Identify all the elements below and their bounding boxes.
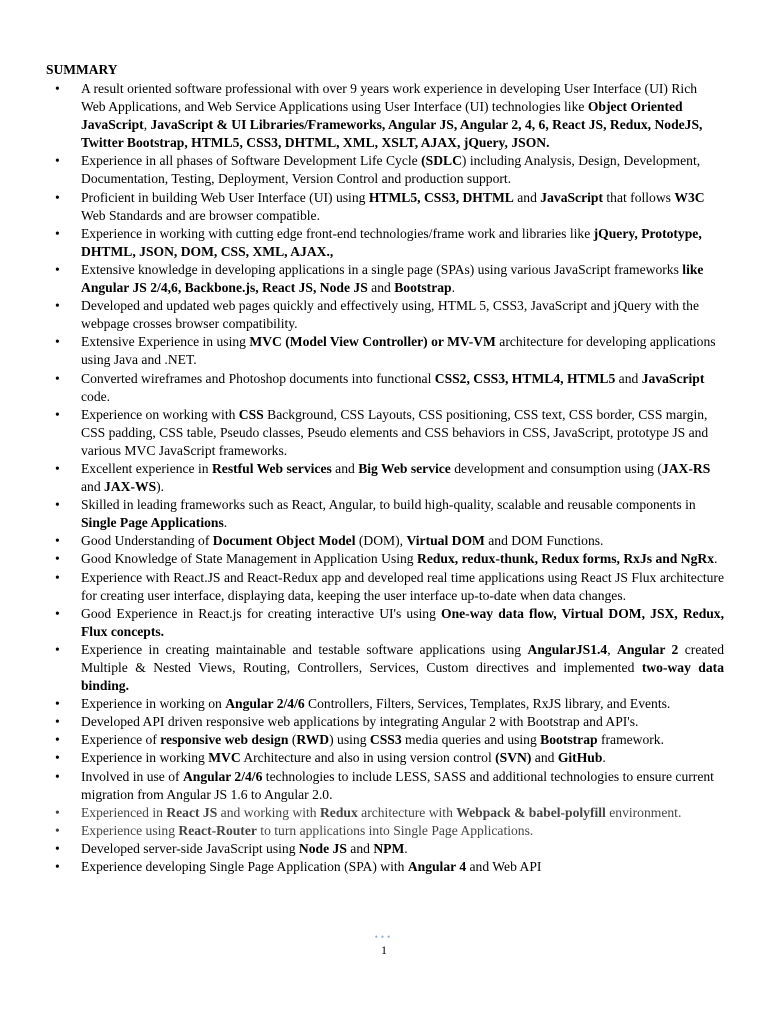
summary-item bbox=[46, 822, 724, 840]
bullet-icon: • bbox=[55, 261, 60, 277]
bullet-icon: • bbox=[55, 298, 60, 314]
summary-item bbox=[46, 532, 724, 550]
item-text: Experience of bbox=[81, 732, 161, 748]
bullet-icon: • bbox=[55, 768, 60, 784]
bullet-icon: • bbox=[55, 81, 60, 96]
item-text: Web Standards and are browser compatible. bbox=[81, 207, 320, 223]
item-text: Experience in creating maintainable and testable software applications using bbox=[81, 641, 528, 657]
item-text: React JS bbox=[166, 804, 218, 820]
item-text: Converted wireframes and Photoshop documents into functional bbox=[81, 370, 435, 386]
summary-item bbox=[46, 731, 724, 749]
item-text: Angular 4 bbox=[407, 859, 467, 875]
item-text: , bbox=[143, 117, 151, 133]
item-text: media queries and using bbox=[401, 732, 541, 748]
item-text: environment. bbox=[605, 804, 682, 820]
bullet-icon: • bbox=[55, 804, 60, 820]
item-text: Excellent experience in bbox=[81, 460, 212, 476]
item-text: Angular 2/4/6 bbox=[225, 696, 305, 712]
item-text: development and consumption using ( bbox=[450, 460, 662, 476]
summary-item bbox=[46, 605, 724, 641]
item-text: Good Understanding of bbox=[81, 533, 213, 549]
item-text: JavaScript bbox=[540, 189, 603, 205]
bullet-icon: • bbox=[55, 696, 60, 712]
item-text: Single Page Applications bbox=[81, 515, 224, 531]
item-text: (SVN) bbox=[495, 750, 532, 766]
footer-dots-icon: ••• bbox=[374, 932, 394, 942]
item-text: Experience in working on bbox=[81, 696, 226, 712]
item-text: Big Web service bbox=[358, 460, 451, 476]
item-text: JAX-WS bbox=[104, 479, 157, 495]
bullet-icon: • bbox=[55, 714, 60, 730]
item-text: GitHub bbox=[557, 750, 603, 766]
item-text: Experienced in bbox=[81, 804, 167, 820]
summary-item bbox=[46, 460, 724, 496]
bullet-icon: • bbox=[55, 225, 60, 241]
summary-item bbox=[46, 569, 724, 605]
summary-item bbox=[46, 550, 724, 568]
item-text: (DOM), bbox=[355, 533, 407, 549]
summary-item bbox=[46, 225, 724, 261]
bullet-icon: • bbox=[55, 569, 60, 585]
item-text: RWD bbox=[296, 732, 330, 748]
summary-item bbox=[46, 80, 724, 152]
bullet-icon: • bbox=[55, 859, 60, 875]
item-text: Redux, redux-thunk, Redux forms, RxJs and NgRx bbox=[417, 551, 714, 567]
item-text: Bootstrap bbox=[540, 732, 598, 748]
item-text: . bbox=[223, 515, 228, 531]
item-text: Good Experience in React.js for creating interactive UI's using bbox=[81, 605, 441, 621]
summary-item bbox=[46, 406, 724, 460]
bullet-icon: • bbox=[55, 153, 60, 169]
item-text: Webpack & babel-polyfill bbox=[456, 804, 606, 820]
item-text: W3C bbox=[674, 189, 705, 205]
item-text: and working with bbox=[217, 804, 320, 820]
item-text: . bbox=[404, 840, 408, 856]
item-text: CSS bbox=[238, 406, 264, 422]
summary-item bbox=[46, 496, 724, 532]
item-text: and bbox=[367, 280, 395, 296]
item-text: HTML5, CSS3, DHTML bbox=[368, 189, 514, 205]
item-text: A result oriented software professional with over 9 years work experience in developing User Interface (UI) Rich Web Applications, and Web Service Applications using User Interface (UI) technologies like bbox=[81, 81, 698, 115]
page-number: 1 bbox=[381, 943, 387, 957]
item-text: that follows bbox=[602, 189, 675, 205]
item-text: Angular 2 bbox=[617, 641, 679, 657]
summary-item bbox=[46, 297, 724, 333]
item-text: Developed server-side JavaScript using bbox=[81, 840, 299, 856]
item-text: Experience in all phases of Software Development Life Cycle bbox=[81, 153, 422, 169]
item-text: ) using bbox=[329, 732, 370, 748]
item-text: JavaScript & UI Libraries/Frameworks, Angular JS, Angular 2, 4, 6, React JS, Redux, NodeJS, Twitter Bootstrap, HTML5, CSS3, DHTML, XML, XSLT, AJAX, jQuery, JSON. bbox=[81, 117, 703, 151]
item-text: Proficient in building Web User Interface (UI) using bbox=[81, 189, 369, 205]
item-text: two-way data binding. bbox=[81, 660, 724, 694]
item-text: . bbox=[602, 750, 606, 766]
item-text: CSS2, CSS3, HTML4, HTML5 bbox=[434, 370, 616, 386]
bullet-icon: • bbox=[55, 370, 60, 386]
item-text: Experience with React.JS and React-Redux app and developed real time applications using React JS Flux architecture for creating user interface, displaying data, keeping the user interface up-to-date when data changes. bbox=[81, 569, 724, 603]
summary-item bbox=[46, 768, 724, 804]
summary-item bbox=[46, 749, 724, 767]
bullet-icon: • bbox=[55, 334, 60, 350]
item-text: Experience using bbox=[81, 822, 179, 838]
item-text: like Angular JS 2/4,6, Backbone.js, React JS, Node JS bbox=[81, 261, 704, 296]
item-text: JavaScript bbox=[641, 370, 705, 386]
item-text: Angular 2/4/6 bbox=[182, 768, 263, 784]
item-text: and bbox=[531, 750, 558, 766]
item-text: Object Oriented JavaScript bbox=[81, 99, 683, 133]
item-text: MVC (Model View Controller) or MV-VM bbox=[249, 334, 496, 350]
item-text: MVC bbox=[208, 750, 241, 766]
section-heading: SUMMARY bbox=[46, 62, 118, 77]
item-text: NPM bbox=[373, 840, 405, 856]
item-text: Experience in working with cutting edge front-end technologies/frame work and libraries like bbox=[81, 225, 594, 241]
summary-item bbox=[46, 641, 724, 695]
summary-item bbox=[46, 152, 724, 188]
item-text: Experience in working bbox=[81, 750, 209, 766]
bullet-icon: • bbox=[55, 641, 60, 657]
summary-item bbox=[46, 840, 724, 858]
item-text: . bbox=[714, 551, 718, 567]
item-text: ( bbox=[288, 732, 297, 748]
item-text: Involved in use of bbox=[81, 768, 183, 784]
item-text: and bbox=[615, 370, 642, 386]
item-text: CSS3 bbox=[369, 732, 402, 748]
item-text: Developed and updated web pages quickly and effectively using, HTML 5, CSS3, JavaScript and jQuery with the webpage crosses browser compatibility. bbox=[81, 298, 699, 332]
item-text: Node JS bbox=[298, 840, 347, 856]
item-text: and bbox=[81, 479, 105, 495]
bullet-icon: • bbox=[55, 605, 60, 621]
item-text: JAX-RS bbox=[661, 460, 711, 476]
item-text: Extensive knowledge in developing applications in a single page (SPAs) using various JavaScript frameworks bbox=[81, 261, 683, 277]
summary-list bbox=[46, 80, 724, 876]
summary-item bbox=[46, 804, 724, 822]
item-text: , bbox=[607, 641, 618, 657]
item-text: and Web API bbox=[466, 859, 542, 875]
item-text: Developed API driven responsive web applications by integrating Angular 2 with Bootstrap and API's. bbox=[81, 714, 639, 730]
bullet-icon: • bbox=[55, 840, 60, 856]
item-text: ). bbox=[156, 479, 165, 495]
item-text: and DOM Functions. bbox=[484, 533, 604, 549]
item-text: AngularJS1.4 bbox=[527, 641, 608, 657]
item-text: Virtual DOM bbox=[406, 533, 485, 549]
bullet-icon: • bbox=[55, 822, 60, 838]
item-text: Experience on working with bbox=[81, 406, 239, 422]
bullet-icon: • bbox=[55, 551, 60, 567]
item-text: Controllers, Filters, Services, Templates, RxJS library, and Events. bbox=[304, 696, 671, 712]
bullet-icon: • bbox=[55, 750, 60, 766]
item-text: technologies to include LESS, SASS and additional technologies to ensure current migration from Angular JS 1.6 to Angular 2.0. bbox=[81, 768, 714, 802]
summary-item bbox=[46, 695, 724, 713]
item-text: Document Object Model bbox=[212, 533, 356, 549]
item-text: ) including Analysis, Design, Development, Documentation, Testing, Deployment, Version Control and production support. bbox=[81, 153, 701, 187]
item-text: responsive web design bbox=[160, 732, 289, 748]
item-text: . bbox=[451, 280, 456, 296]
item-text: (SDLC bbox=[421, 153, 462, 169]
summary-item bbox=[46, 713, 724, 731]
item-text: Extensive Experience in using bbox=[81, 334, 250, 350]
bullet-icon: • bbox=[55, 460, 60, 476]
bullet-icon: • bbox=[55, 533, 60, 549]
item-text: Redux bbox=[319, 804, 358, 820]
item-text: Skilled in leading frameworks such as React, Angular, to build high-quality, scalable and reusable components in bbox=[81, 497, 696, 513]
summary-item bbox=[46, 858, 724, 876]
item-text: framework. bbox=[597, 732, 665, 748]
resume-page bbox=[46, 62, 724, 876]
item-text: jQuery, Prototype, DHTML, JSON, DOM, CSS, XML, AJAX., bbox=[81, 225, 702, 259]
item-text: and bbox=[346, 840, 374, 856]
page-footer bbox=[0, 932, 768, 957]
item-text: and bbox=[331, 460, 359, 476]
bullet-icon: • bbox=[55, 497, 60, 513]
item-text: created Multiple & Nested Views, Routing, Controllers, Services, Custom directives and implemented bbox=[81, 641, 724, 675]
item-text: architecture with bbox=[357, 804, 457, 820]
item-text: Bootstrap bbox=[394, 280, 452, 296]
summary-item bbox=[46, 189, 724, 225]
item-text: React-Router bbox=[178, 822, 257, 838]
item-text: Experience developing Single Page Application (SPA) with bbox=[81, 859, 408, 875]
bullet-icon: • bbox=[55, 732, 60, 748]
bullet-icon: • bbox=[55, 189, 60, 205]
item-text: and bbox=[513, 189, 541, 205]
item-text: to turn applications into Single Page Applications. bbox=[256, 822, 534, 838]
item-text: Restful Web services bbox=[211, 460, 332, 476]
item-text: Background, CSS Layouts, CSS positioning, CSS text, CSS border, CSS margin, CSS padding, CSS table, Pseudo classes, Pseudo elements and CSS behaviors in CSS, JavaScript, prototype JS and various MVC JavaScript frameworks. bbox=[81, 406, 709, 458]
summary-item bbox=[46, 333, 724, 369]
summary-item bbox=[46, 370, 724, 406]
bullet-icon: • bbox=[55, 406, 60, 422]
item-text: code. bbox=[81, 388, 111, 404]
item-text: Good Knowledge of State Management in Application Using bbox=[81, 551, 418, 567]
summary-item bbox=[46, 261, 724, 297]
item-text: One-way data flow, Virtual DOM, JSX, Redux, Flux concepts. bbox=[81, 605, 725, 639]
item-text: architecture for developing applications using Java and .NET. bbox=[81, 334, 716, 368]
item-text: Architecture and also in using version control bbox=[240, 750, 496, 766]
